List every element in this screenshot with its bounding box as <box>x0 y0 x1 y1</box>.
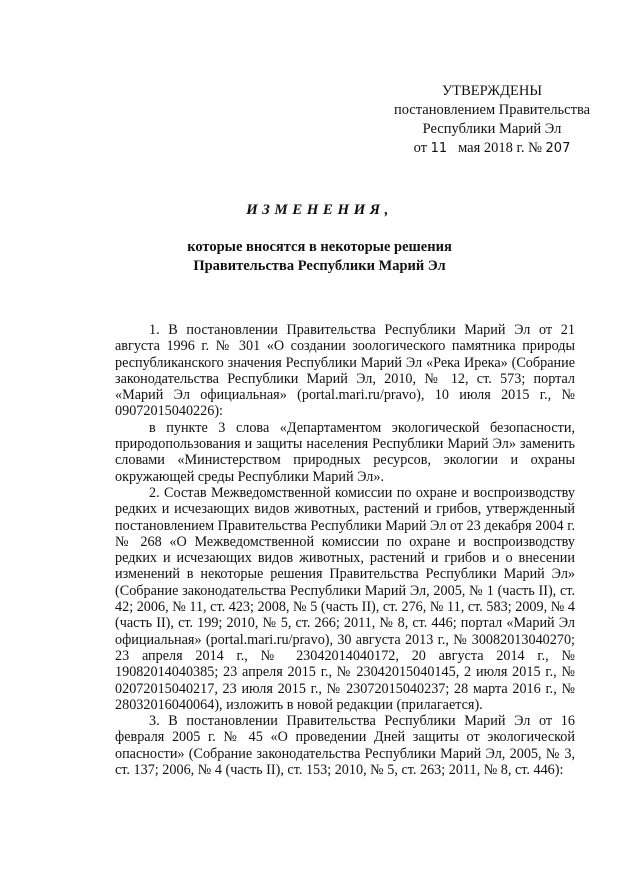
approval-date-prefix: от <box>413 140 428 156</box>
document-body <box>115 322 575 778</box>
approval-block <box>372 82 612 158</box>
approval-heading: УТВЕРЖДЕНЫ <box>441 83 543 99</box>
approval-number: 207 <box>545 141 571 156</box>
approval-date-middle: мая 2018 г. № <box>458 140 542 156</box>
document-subtitle <box>0 238 639 276</box>
approval-government-line: Республики Марий Эл <box>422 121 562 137</box>
paragraph-3: 3. В постановлении Правительства Республики Марий Эл от 16 февраля 2005 г. № 45 «О проведении Дней защиты от экологической опасности» (Собрание законодательства Республики Марий Эл, 2005, № 3, ст. 137; 2006, № 4 (часть II), ст. 153; 2010, № 5, ст. 263; 2011, № 8, ст. 446): <box>115 713 575 779</box>
paragraph-1: 1. В постановлении Правительства Республики Марий Эл от 21 августа 1996 г. № 301 «О создании зоологического памятника природы республиканского значения Республики Марий Эл «Река Ирека» (Собрание законодательства Республики Марий Эл, 2010, № 12, ст. 573; портал «Марий Эл официальная» (portal.mari.ru/pravo), 10 июля 2015 г., № 09072015040226): <box>115 322 575 420</box>
paragraph-2: 2. Состав Межведомственной комиссии по охране и воспроизводству редких и исчезающих видов животных, растений и грибов, утвержденный постановлением Правительства Республики Марий Эл от 23 декабря 2004 г. № 268 «О Межведомственной комиссии по охране и воспроизводству редких и исчезающих видов животных, растений и грибов и о внесении изменений в некоторые решения Правительства Республики Марий Эл» (Собрание законодательства Республики Марий Эл, 2005, № 1 (часть II), ст. 42; 2006, № 11, ст. 423; 2008, № 5 (часть II), ст. 276, № 11, ст. 583; 2009, № 4 (часть II), ст. 199; 2010, № 5, ст. 266; 2011, № 8, ст. 446; портал «Марий Эл официальная» (portal.mari.ru/pravo), 30 августа 2013 г., № 30082013040270; 23 апреля 2014 г., № 23042014040172, 20 августа 2014 г., № 19082014040385; 23 апреля 2015 г., № 23042015040145, 2 июля 2015 г., № 02072015040217, 23 июля 2015 г., № 23072015040237; 28 марта 2016 г., № 28032016040064), изложить в новой редакции (прилагается). <box>115 484 575 713</box>
document-title: ИЗМЕНЕНИЯ, <box>246 202 393 218</box>
approval-resolution-line: постановлением Правительства <box>393 102 591 118</box>
approval-date-line <box>372 139 612 158</box>
paragraph-1-amendment: в пункте 3 слова «Департаментом экологической безопасности, природопользования и защиты населения Республики Марий Эл» заменить словами «Министерством природных ресурсов, экологии и охраны окружающей среды Республики Марий Эл». <box>115 419 575 485</box>
approval-day: 11 <box>430 141 448 156</box>
subtitle-line-1: которые вносятся в некоторые решения <box>187 239 452 255</box>
subtitle-line-2: Правительства Республики Марий Эл <box>193 258 446 274</box>
